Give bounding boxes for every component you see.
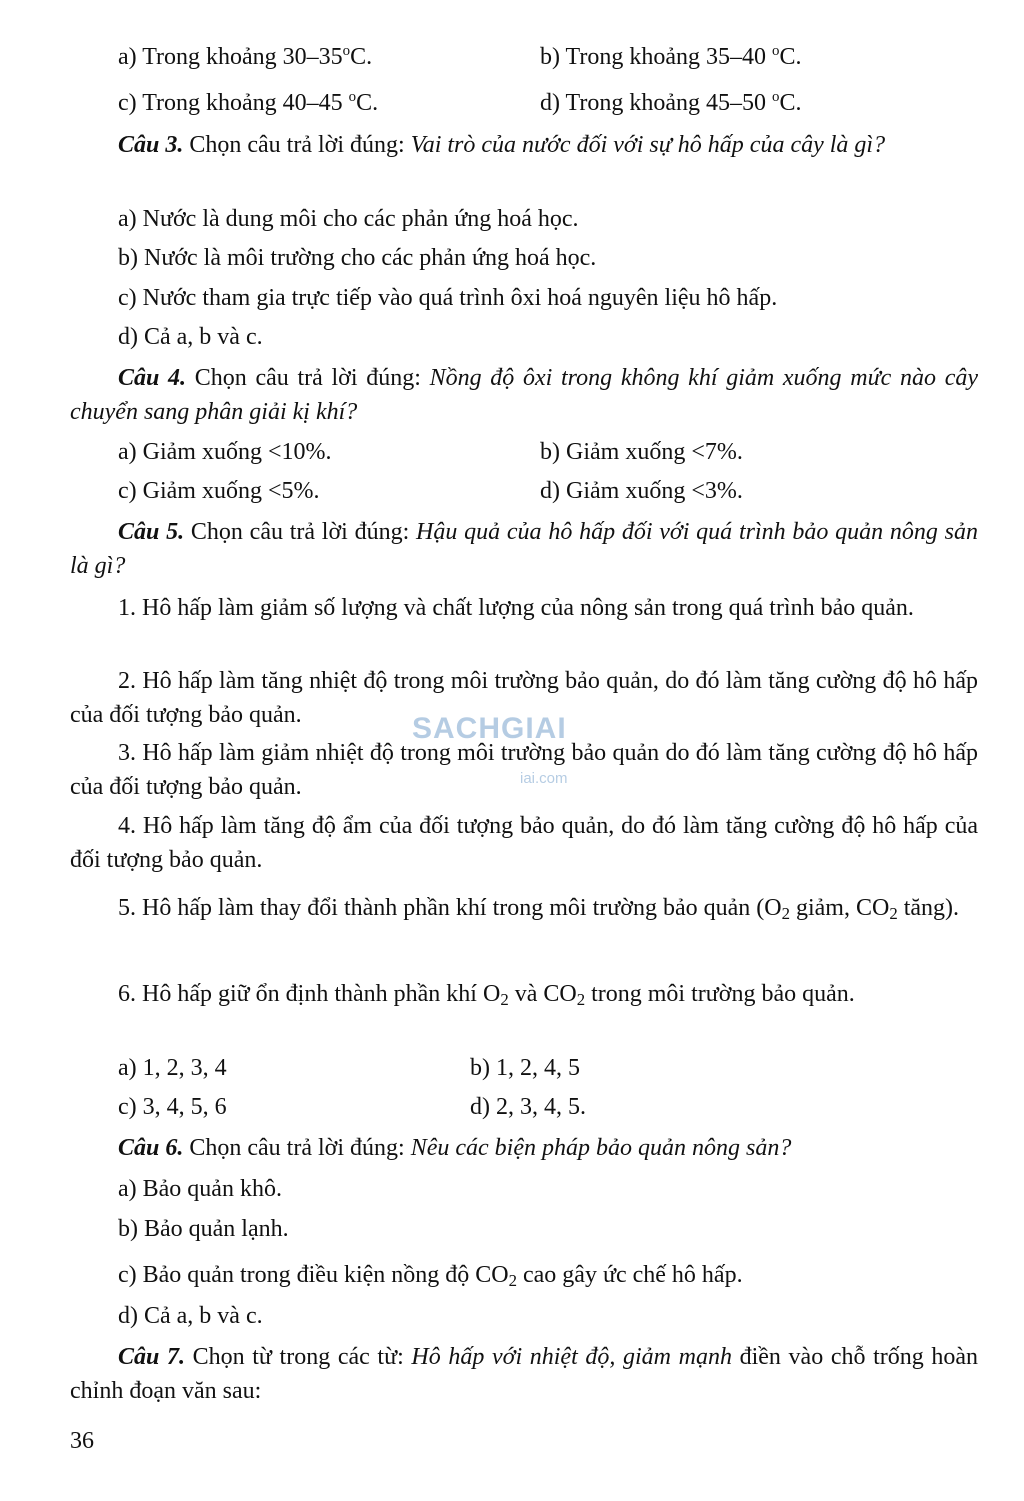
- q2-option-c: c) Trong khoảng 40–45 $^o$C.: [118, 89, 379, 116]
- q2-options-row-1: [0, 40, 1024, 74]
- q5-statement-4: 4. Hô hấp làm tăng độ ẩm của đối tượng bảo quản, do đó làm tăng cường độ hô hấp của đối tượng bảo quản.: [70, 813, 978, 873]
- q6-option-d: d) Cả a, b và c.: [118, 1303, 263, 1329]
- watermark-domain: iai.com: [520, 770, 568, 787]
- q5-prompt: Câu 5. Chọn câu trả lời đúng: Hậu quả của hô hấp đối với quá trình bảo quản nông sản là gì?: [70, 519, 979, 579]
- q6-prompt: Câu 6. Chọn câu trả lời đúng: Nêu các biện pháp bảo quản nông sản?: [118, 1135, 792, 1161]
- watermark-brand: SACHGIAI: [412, 712, 567, 745]
- q5-statement-1: 1. Hô hấp làm giảm số lượng và chất lượng của nông sản trong quá trình bảo quản.: [118, 595, 914, 621]
- q2-option-d: d) Trong khoảng 45–50 $^o$C.: [540, 89, 802, 116]
- q4-option-b: b) Giảm xuống <7%.: [540, 439, 743, 465]
- q5-statement-2: 2. Hô hấp làm tăng nhiệt độ trong môi trường bảo quản, do đó làm tăng cường độ hô hấp của đối tượng bảo quản.: [70, 668, 978, 728]
- q4-options-row-2: [0, 474, 1024, 508]
- q3-option-b: b) Nước là môi trường cho các phản ứng hoá học.: [118, 245, 597, 271]
- q5-option-b: b) 1, 2, 4, 5: [470, 1055, 580, 1081]
- q3-prompt: Câu 3. Chọn câu trả lời đúng: Vai trò của nước đối với sự hô hấp của cây là gì?: [118, 132, 886, 158]
- q2-options-row-2: [0, 86, 1024, 120]
- q6-option-c: c) Bảo quản trong điều kiện nồng độ $CO_2$ cao gây ức chế hô hấp.: [118, 1262, 743, 1290]
- page-number: 36: [70, 1428, 94, 1454]
- q5-options-row-1: [0, 1051, 1024, 1085]
- q5-statement-3: 3. Hô hấp làm giảm nhiệt độ trong môi trường bảo quản do đó làm tăng cường độ hô hấp của đối tượng bảo quản.: [70, 740, 978, 800]
- q5-options-row-2: [0, 1090, 1024, 1124]
- q4-option-a: a) Giảm xuống <10%.: [118, 439, 332, 465]
- q5-option-a: a) 1, 2, 3, 4: [118, 1055, 227, 1081]
- q6-option-b: b) Bảo quản lạnh.: [118, 1216, 289, 1242]
- q7-prompt: Câu 7. Chọn từ trong các từ: Hô hấp với nhiệt độ, giảm mạnh điền vào chỗ trống hoàn chỉnh đoạn văn sau:: [70, 1344, 979, 1404]
- q5-option-c: c) 3, 4, 5, 6: [118, 1094, 227, 1120]
- q4-prompt: Câu 4. Chọn câu trả lời đúng: Nồng độ ôxi trong không khí giảm xuống mức nào cây chuyển sang phân giải kị khí?: [70, 365, 979, 425]
- q4-options-row-1: [0, 435, 1024, 469]
- q5-option-d: d) 2, 3, 4, 5.: [470, 1094, 586, 1120]
- q6-option-a: a) Bảo quản khô.: [118, 1176, 282, 1202]
- q5-statement-5: 5. Hô hấp làm thay đổi thành phần khí trong môi trường bảo quản ($O_2$ giảm, $CO_2$ tăng).: [118, 895, 960, 923]
- q4-option-d: d) Giảm xuống <3%.: [540, 478, 743, 504]
- q3-option-a: a) Nước là dung môi cho các phản ứng hoá học.: [118, 206, 579, 232]
- q5-statement-6: 6. Hô hấp giữ ổn định thành phần khí $O_2$ và $CO_2$ trong môi trường bảo quản.: [118, 981, 855, 1009]
- q2-option-a: a) Trong khoảng 30–35$^o$C.: [118, 43, 373, 70]
- q2-option-b: b) Trong khoảng 35–40 $^o$C.: [540, 43, 802, 70]
- q3-option-c: c) Nước tham gia trực tiếp vào quá trình ôxi hoá nguyên liệu hô hấp.: [118, 285, 778, 311]
- q3-option-d: d) Cả a, b và c.: [118, 324, 263, 350]
- q4-option-c: c) Giảm xuống <5%.: [118, 478, 320, 504]
